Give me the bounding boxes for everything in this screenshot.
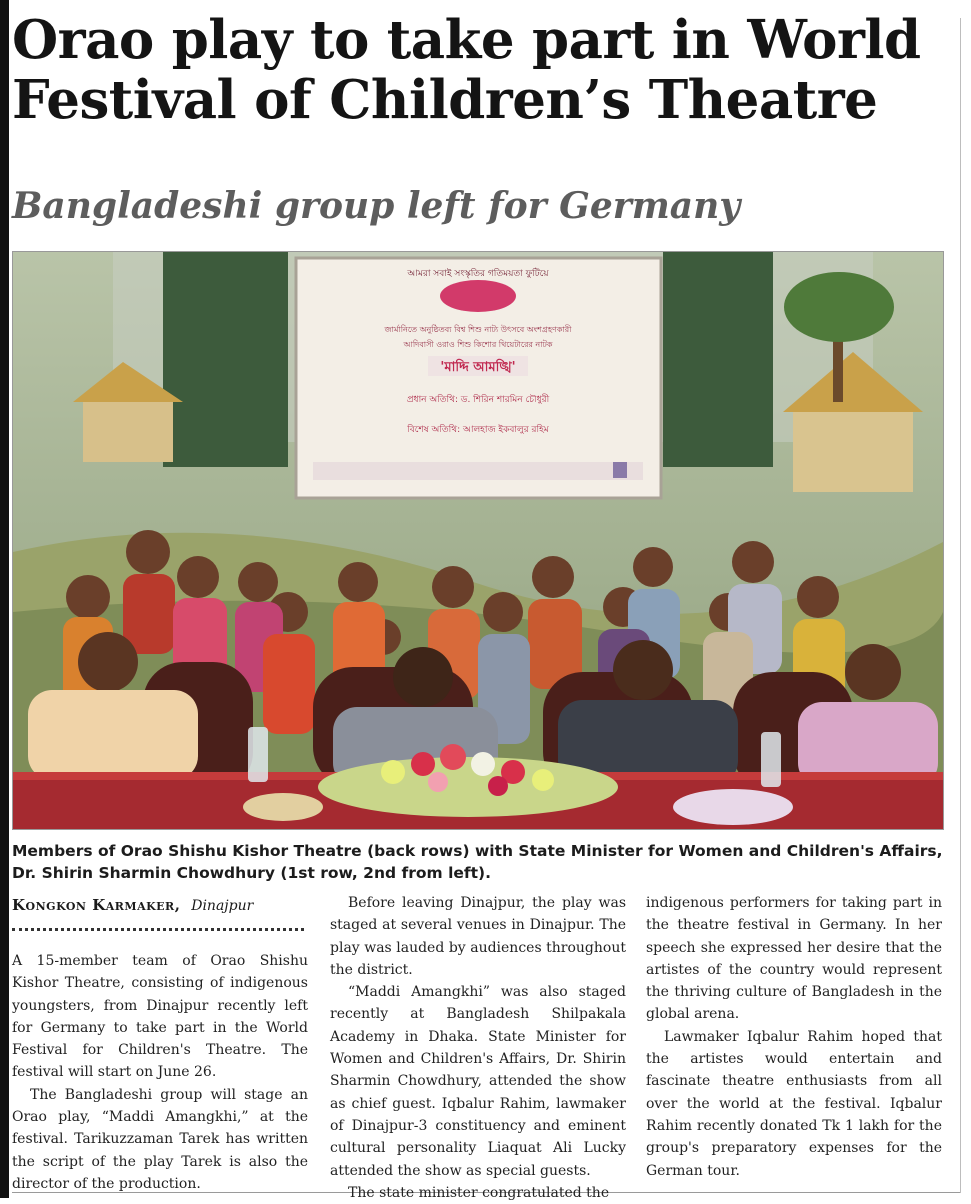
article-column-2 [330,892,626,1204]
paragraph: “Maddi Amangkhi” was also staged recently at Bangladesh Shilpakala Academy in Dhaka. State Minister for Women and Children's Affairs, Dr. Shirin Sharmin Chowdhury, attended the show as chief guest. Iqbalur Rahim, lawmaker of Dinajpur-3 constituency and eminent cultural personality Liaquat Ali Lucky attended the show as special guests. [330,984,626,1179]
headline: Orao play to take part in World Festival of Children’s Theatre [12,9,921,131]
paragraph: Before leaving Dinajpur, the play was staged at several venues in Dinajpur. The play was lauded by audiences throughout the district. [330,895,626,978]
article-column-3 [646,892,942,1182]
paragraph: indigenous performers for taking part in the theatre festival in Germany. In her speech she expressed her desire that the artistes of the country would represent the thriving culture of Bangladesh in the global arena. [646,895,942,1023]
byline-author: Kongkon Karmaker, [12,896,181,914]
page-edge-bar [0,0,9,1198]
photo-caption: Members of Orao Shishu Kishor Theatre (back rows) with State Minister for Women and Children's Affairs, Dr. Shirin Sharmin Chowdhury (1st row, 2nd from left). [12,842,943,882]
deck-subheadline: Bangladeshi group left for Germany [12,185,741,227]
svg-text:আমরা সবাই সংস্কৃতির গতিময়তা ফ: আমরা সবাই সংস্কৃতির গতিময়তা ফুটিয়ে [407,269,549,279]
svg-text:বিশেষ অতিথি: আলহাজ ইকবালুর রহি: বিশেষ অতিথি: আলহাজ ইকবালুর রহিম [407,425,549,435]
paragraph: Lawmaker Iqbalur Rahim hoped that the artistes would entertain and fascinate theatre enthusiasts from all over the world at the festival. Iqbalur Rahim recently donated Tk 1 lakh for the group's preparatory expenses for the German tour. [646,1028,942,1179]
photo-illustration [13,252,943,829]
news-photo [12,251,944,830]
paragraph: A 15-member team of Orao Shishu Kishor Theatre, consisting of indigenous youngsters, from Dinajpur recently left for Germany to take part in the World Festival for Children's Theatre. The festival will start on June 26. [12,953,308,1081]
dotted-divider [12,928,304,931]
paragraph: The Bangladeshi group will stage an Orao play, “Maddi Amangkhi,” at the festival. Tarikuzzaman Tarek has written the script of the play Tarek is also the director of the production. [12,1086,308,1192]
paragraph: The state minister congratulated the [348,1184,610,1201]
column-rule [960,18,961,1193]
svg-text:জার্মানিতে অনুষ্ঠিতব্য বিশ্ব শ: জার্মানিতে অনুষ্ঠিতব্য বিশ্ব শিশু নাট্য উৎসবে অংশগ্রহণকারী [384,325,572,334]
article-column-1 [12,950,308,1195]
svg-text:প্রধান অতিথি: ড. শিরিন শারমিন: প্রধান অতিথি: ড. শিরিন শারমিন চৌধুরী [406,395,550,405]
svg-text:'মাদ্দি আমঙ্খি': 'মাদ্দি আমঙ্খি' [440,360,516,375]
svg-text:আদিবাসী ওরাও শিশু কিশোর থিয়েট: আদিবাসী ওরাও শিশু কিশোর থিয়েটারের নাটক [403,340,553,349]
byline-place: Dinajpur [191,898,254,914]
byline [12,895,312,916]
